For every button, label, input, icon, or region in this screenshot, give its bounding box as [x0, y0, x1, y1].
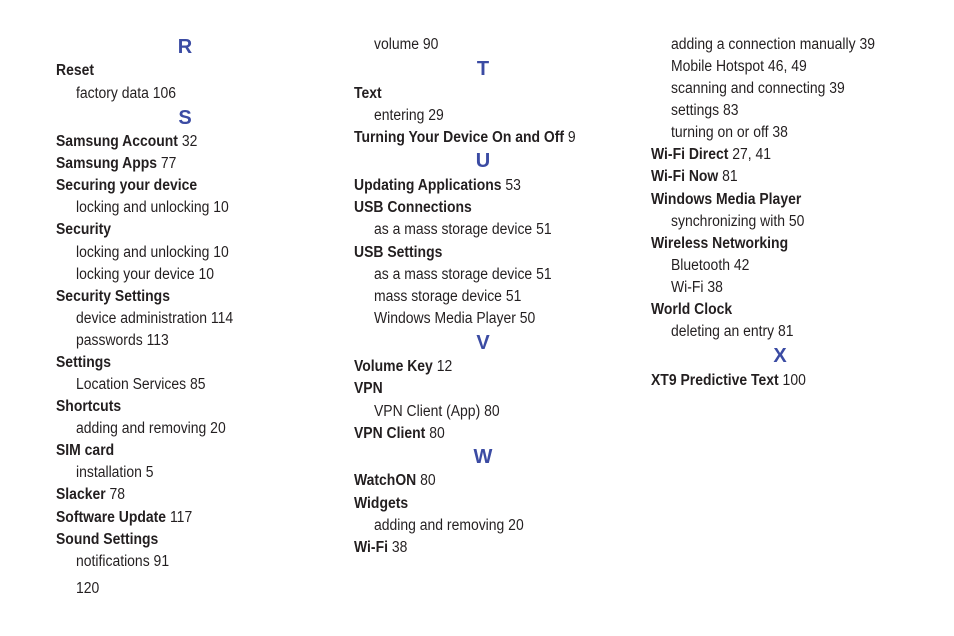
index-entry [354, 198, 472, 218]
index-entry [651, 234, 788, 254]
entry-page: 117 [169, 509, 193, 526]
index-entry [354, 538, 407, 558]
index-entry [651, 145, 771, 165]
subentry-text: turning on or off [671, 124, 769, 141]
index-entry [354, 471, 436, 491]
entry-page: 20 [210, 420, 226, 437]
entry-page: 12 [436, 358, 453, 375]
index-subentry [374, 35, 438, 55]
entry-page: 38 [707, 279, 723, 296]
entry-term: Wi-Fi [354, 539, 388, 556]
subentry-text: scanning and connecting [671, 80, 826, 97]
entry-page: 81 [722, 168, 738, 185]
entry-page: 50 [519, 310, 536, 327]
index-entry [56, 132, 197, 152]
index-subentry [671, 123, 788, 143]
entry-page: 77 [160, 155, 177, 172]
entry-term: Slacker [56, 486, 106, 503]
index-subentry [76, 198, 229, 218]
index-entry [651, 300, 732, 320]
entry-page: 5 [145, 464, 154, 481]
entry-term: SIM card [56, 442, 115, 459]
index-subentry [671, 212, 804, 232]
entry-page: 10 [198, 266, 215, 283]
entry-term: Updating Applications [354, 177, 502, 194]
index-entry [56, 61, 94, 81]
entry-term: Wireless Networking [651, 235, 789, 252]
entry-page: 38 [772, 124, 788, 141]
subentry-text: device administration [76, 310, 208, 327]
index-entry [56, 508, 192, 528]
subentry-text: locking and unlocking [76, 199, 210, 216]
entry-page: 83 [722, 102, 739, 119]
page-number: 120 [76, 580, 100, 597]
entry-term: Security Settings [56, 288, 170, 305]
subentry-text: synchronizing with [671, 213, 785, 230]
index-entry [354, 357, 452, 377]
entry-term: Windows Media Player [651, 191, 802, 208]
index-entry [56, 485, 125, 505]
entry-term: Turning Your Device On and Off [354, 129, 565, 146]
subentry-text: volume [374, 36, 419, 53]
subentry-text: Bluetooth [671, 257, 730, 274]
subentry-text: notifications [76, 553, 150, 570]
index-subentry [671, 35, 875, 55]
index-subentry [671, 322, 794, 342]
index-subentry [671, 101, 738, 121]
index-subentry [76, 463, 154, 483]
entry-page: 38 [391, 539, 408, 556]
entry-term: VPN [354, 380, 383, 397]
entry-page: 53 [505, 177, 521, 194]
subentry-text: as a mass storage device [374, 266, 533, 283]
index-entry [56, 220, 111, 240]
index-subentry [374, 287, 521, 307]
entry-term: USB Settings [354, 244, 443, 261]
entry-term: Samsung Apps [56, 155, 158, 172]
index-entry [354, 176, 521, 196]
entry-term: Software Update [56, 509, 167, 526]
entry-page: 78 [109, 486, 126, 503]
index-entry [354, 243, 442, 263]
index-entry [354, 494, 408, 514]
entry-page: 20 [508, 517, 524, 534]
subentry-text: Wi-Fi [671, 279, 704, 296]
subentry-text: adding and removing [374, 517, 505, 534]
entry-page: 91 [153, 553, 170, 570]
index-entry [354, 424, 445, 444]
index-entry [56, 287, 170, 307]
subentry-text: locking and unlocking [76, 244, 210, 261]
letter-heading: W [473, 446, 493, 468]
entry-page: 114 [210, 310, 234, 327]
entry-page: 80 [420, 472, 436, 489]
entry-page: 113 [146, 332, 169, 349]
entry-page: 10 [213, 199, 229, 216]
subentry-text: locking your device [76, 266, 195, 283]
index-subentry [671, 278, 723, 298]
subentry-text: settings [671, 102, 720, 119]
entry-term: Volume Key [354, 358, 433, 375]
letter-heading: R [177, 36, 193, 58]
index-subentry [76, 375, 206, 395]
index-entry [56, 154, 176, 174]
entry-term: Samsung Account [56, 133, 178, 150]
entry-page: 42 [733, 257, 750, 274]
entry-term: World Clock [651, 301, 733, 318]
entry-term: USB Connections [354, 199, 472, 216]
index-subentry [374, 402, 500, 422]
entry-term: Settings [56, 354, 112, 371]
entry-page: 81 [778, 323, 794, 340]
index-entry [651, 167, 738, 187]
entry-term: WatchON [354, 472, 417, 489]
entry-term: VPN Client [354, 425, 426, 442]
index-entry [651, 371, 806, 391]
index-subentry [76, 243, 229, 263]
letter-heading: V [476, 332, 490, 354]
subentry-text: VPN Client (App) [374, 403, 481, 420]
letter-heading: X [773, 345, 787, 367]
entry-page: 100 [782, 372, 806, 389]
subentry-text: Windows Media Player [374, 310, 516, 327]
index-subentry [374, 265, 552, 285]
index-subentry [76, 552, 169, 572]
entry-page: 51 [536, 221, 552, 238]
entry-term: Sound Settings [56, 531, 159, 548]
index-entry [651, 190, 801, 210]
entry-page: 9 [567, 129, 576, 146]
index-subentry [671, 256, 749, 276]
index-subentry [671, 57, 807, 77]
index-subentry [374, 106, 444, 126]
index-subentry [374, 220, 552, 240]
entry-term: Wi-Fi Now [651, 168, 719, 185]
subentry-text: entering [374, 107, 425, 124]
subentry-text: deleting an entry [671, 323, 775, 340]
index-subentry [374, 309, 535, 329]
subentry-text: passwords [76, 332, 143, 349]
index-entry [56, 176, 197, 196]
subentry-text: as a mass storage device [374, 221, 533, 238]
entry-page: 29 [428, 107, 444, 124]
entry-page: 85 [189, 376, 206, 393]
index-subentry [76, 265, 214, 285]
subentry-text: Mobile Hotspot [671, 58, 765, 75]
entry-page: 80 [429, 425, 445, 442]
entry-page: 32 [181, 133, 198, 150]
entry-term: Securing your device [56, 177, 198, 194]
entry-term: Security [56, 221, 112, 238]
index-subentry [374, 516, 524, 536]
entry-page: 51 [505, 288, 522, 305]
subentry-text: adding a connection manually [671, 36, 856, 53]
letter-heading: T [476, 58, 490, 80]
entry-page: 39 [829, 80, 845, 97]
index-entry [354, 379, 383, 399]
entry-term: Shortcuts [56, 398, 122, 415]
subentry-text: adding and removing [76, 420, 207, 437]
entry-page: 106 [152, 85, 177, 102]
subentry-text: installation [76, 464, 142, 481]
entry-page: 51 [536, 266, 552, 283]
entry-term: Wi-Fi Direct [651, 146, 729, 163]
entry-page: 46, 49 [767, 58, 807, 75]
entry-term: Reset [56, 62, 94, 79]
entry-page: 50 [788, 213, 805, 230]
entry-term: Widgets [354, 495, 409, 512]
entry-page: 10 [213, 244, 229, 261]
entry-term: XT9 Predictive Text [651, 372, 779, 389]
entry-term: Text [354, 85, 382, 102]
entry-page: 90 [422, 36, 439, 53]
letter-heading: S [178, 107, 192, 129]
entry-page: 27, 41 [732, 146, 772, 163]
entry-page: 39 [859, 36, 875, 53]
index-entry [56, 397, 121, 417]
index-entry [56, 353, 111, 373]
index-entry [354, 128, 576, 148]
index-subentry [76, 419, 226, 439]
subentry-text: mass storage device [374, 288, 502, 305]
index-entry [56, 530, 158, 550]
subentry-text: factory data [76, 85, 149, 102]
subentry-text: Location Services [76, 376, 187, 393]
index-subentry [671, 79, 845, 99]
index-subentry [76, 84, 176, 104]
index-subentry [76, 309, 233, 329]
index-subentry [76, 331, 169, 351]
index-entry [354, 84, 382, 104]
entry-page: 80 [484, 403, 500, 420]
letter-heading: U [475, 150, 491, 172]
index-entry [56, 441, 114, 461]
